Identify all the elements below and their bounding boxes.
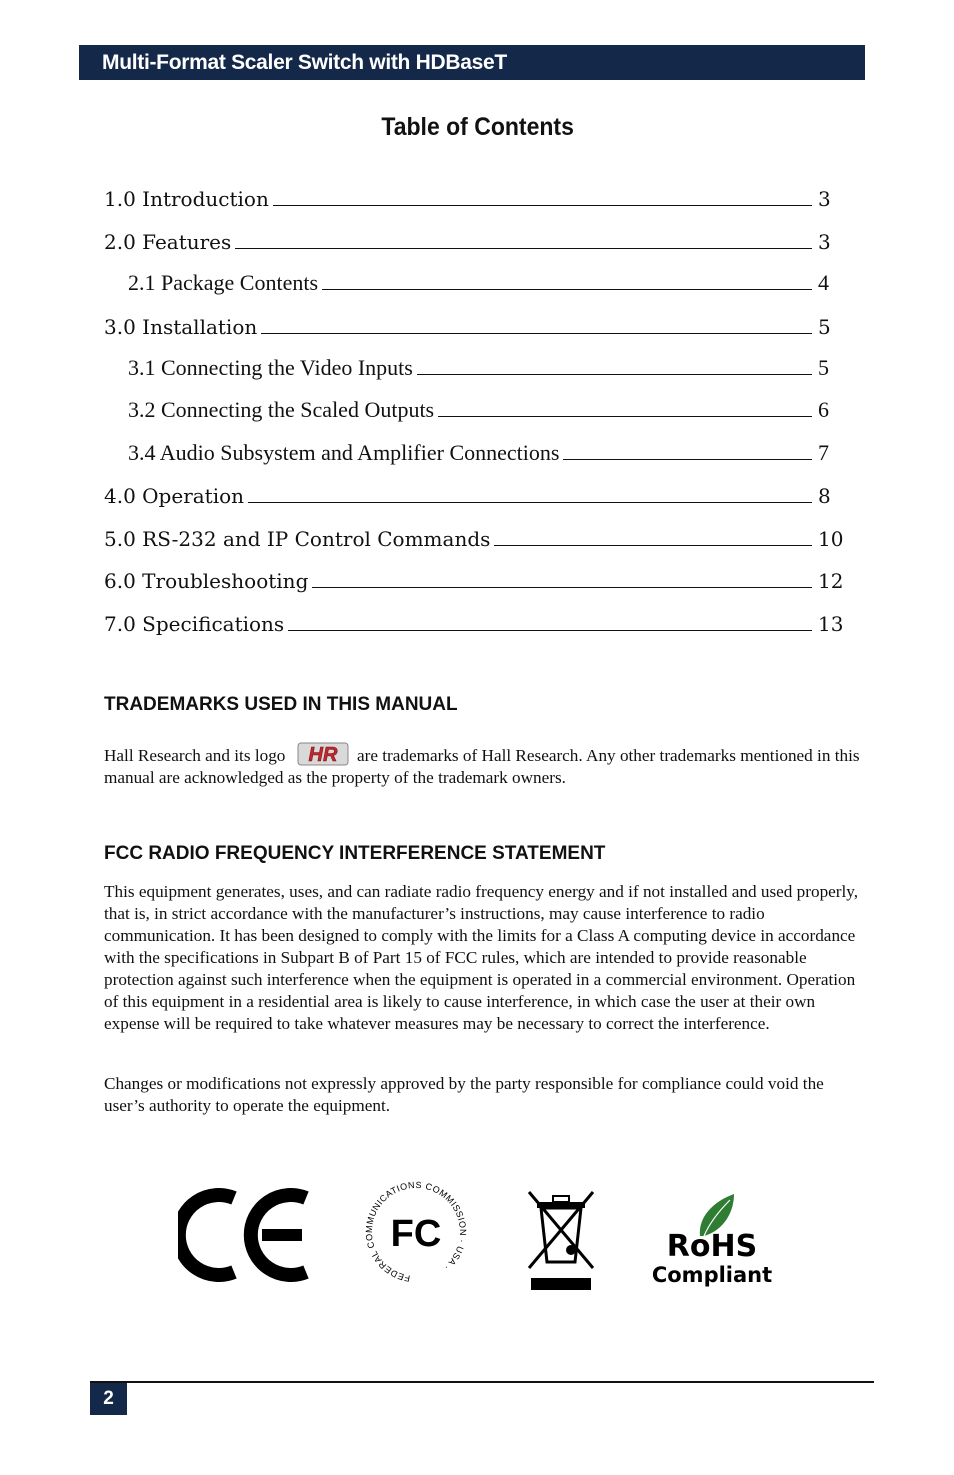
toc-leader bbox=[417, 373, 812, 375]
toc-entry-label: 5.0 RS-232 and IP Control Commands bbox=[104, 527, 491, 551]
toc-entry-page: 4 bbox=[818, 270, 829, 295]
fcc-heading: FCC RADIO FREQUENCY INTERFERENCE STATEMENT bbox=[104, 843, 606, 864]
fcc-paragraph-2: Changes or modifications not expressly approved by the party responsible for compliance could void the user’s authority to operate the equipment. bbox=[104, 1074, 824, 1115]
svg-text:CE: CE bbox=[178, 1188, 180, 1189]
toc-entry-label: 3.4 Audio Subsystem and Amplifier Connections bbox=[128, 440, 560, 465]
toc-entry[interactable] bbox=[104, 225, 844, 255]
trademarks-paragraph bbox=[104, 741, 866, 789]
toc-entry[interactable] bbox=[104, 310, 844, 340]
toc-entry-label: 2.1 Package Contents bbox=[128, 270, 319, 295]
footer-rule bbox=[90, 1381, 874, 1383]
hall-research-logo-icon bbox=[296, 741, 350, 767]
toc-entry-page: 7 bbox=[818, 440, 829, 465]
toc-entry[interactable] bbox=[104, 182, 844, 212]
toc-entry-label: 1.0 Introduction bbox=[104, 187, 269, 211]
certification-logos bbox=[0, 1180, 954, 1300]
toc-entry-label: 7.0 Specifications bbox=[104, 612, 285, 636]
toc-leader bbox=[273, 204, 812, 206]
toc-entry-label: 4.0 Operation bbox=[104, 484, 245, 508]
toc-entry-label: 6.0 Troubleshooting bbox=[104, 569, 309, 593]
fcc-paragraph-1: This equipment generates, uses, and can radiate radio frequency energy and if not installed and used properly, that is, in strict accordance with the manufacturer’s instructions, may cause interference to radio communication. It has been designed to comply with the limits for a Class A computing device in accordance with the specifications in Subpart B of Part 15 of FCC rules, which are intended to provide reasonable protection against such interference when the equipment is operated in a commercial environment. Operation of this equipment in a residential area is likely to cause interference, in which case the user at their own expense will be required to take whatever measures may be necessary to correct the interference. bbox=[104, 882, 859, 1033]
trademarks-text-start: Hall Research and its logo bbox=[104, 746, 286, 765]
toc-entry-label: 3.2 Connecting the Scaled Outputs bbox=[128, 397, 435, 422]
trademarks-text-end: are trademarks of Hall Research. Any other trademarks mentioned in this manual are acknowledged as the property of the trademark owners. bbox=[104, 746, 860, 787]
svg-text:RoHS: RoHS bbox=[666, 1229, 758, 1264]
toc-entry-label: 2.0 Features bbox=[104, 230, 232, 254]
toc-entry-page: 8 bbox=[818, 484, 831, 508]
toc-entry[interactable] bbox=[128, 351, 844, 381]
toc-entry[interactable] bbox=[128, 436, 844, 466]
page-number: 2 bbox=[90, 1383, 127, 1415]
toc-entry[interactable] bbox=[104, 479, 844, 509]
toc-entry-page: 3 bbox=[818, 230, 831, 254]
toc-entry[interactable] bbox=[128, 266, 844, 296]
toc-entry-page: 10 bbox=[818, 527, 844, 551]
toc-leader bbox=[235, 247, 812, 249]
trademarks-heading: TRADEMARKS USED IN THIS MANUAL bbox=[104, 694, 458, 715]
toc-entry[interactable] bbox=[104, 522, 844, 552]
svg-text:FEDERAL COMMUNICATIONS COMMISS: FEDERAL COMMUNICATIONS COMMISSION · USA · bbox=[363, 1180, 469, 1284]
toc-leader bbox=[288, 629, 812, 631]
toc-leader bbox=[322, 288, 812, 290]
toc-entry[interactable] bbox=[104, 607, 844, 637]
toc-leader bbox=[248, 501, 812, 503]
toc-entry-page: 5 bbox=[818, 355, 829, 380]
toc-leader bbox=[261, 332, 812, 334]
svg-text:HR: HR bbox=[308, 744, 338, 766]
toc-leader bbox=[494, 544, 812, 546]
toc-entry-label: 3.0 Installation bbox=[104, 315, 258, 339]
toc-entry-page: 12 bbox=[818, 569, 844, 593]
weee-bin-icon bbox=[525, 1188, 597, 1303]
toc-entry-page: 13 bbox=[818, 612, 844, 636]
toc-entry-label: 3.1 Connecting the Video Inputs bbox=[128, 355, 413, 380]
svg-text:Compliant: Compliant bbox=[651, 1263, 773, 1287]
toc-entry[interactable] bbox=[128, 393, 844, 423]
toc-entry-page: 5 bbox=[818, 315, 831, 339]
svg-text:FC: FC bbox=[390, 1213, 442, 1255]
toc-leader bbox=[438, 415, 812, 417]
toc-title: Table of Contents bbox=[381, 113, 574, 141]
toc-entry-page: 3 bbox=[818, 187, 831, 211]
toc-entry-page: 6 bbox=[818, 397, 829, 422]
toc-leader bbox=[312, 586, 812, 588]
rohs-compliant-icon bbox=[630, 1192, 796, 1295]
ce-mark-icon bbox=[178, 1188, 310, 1287]
toc-leader bbox=[563, 458, 812, 460]
document-header: Multi-Format Scaler Switch with HDBaseT bbox=[79, 45, 865, 80]
toc-entry[interactable] bbox=[104, 564, 844, 594]
fcc-logo-icon bbox=[358, 1180, 474, 1291]
